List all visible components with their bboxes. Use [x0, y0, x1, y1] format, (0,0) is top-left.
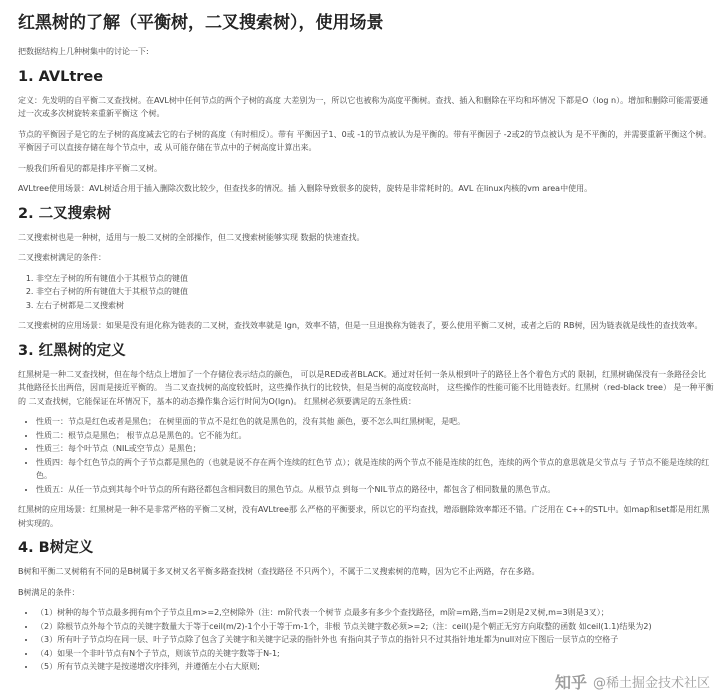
author-handle: @稀土掘金技术社区	[592, 676, 710, 691]
avl-balance-factor: 节点的平衡因子是它的左子树的高度减去它的右子树的高度（有时相反）。带有 平衡因子1、0或 -1的节点被认为是平衡的。带有平衡因子 -2或2的节点被认为 是不平衡的，并需要重新平衡这个树。平衡因子可以直接存储在每个节点中，或 从可能存储在节点中的子树高度计算出来。	[18, 129, 712, 152]
list-item: • 性质二：根节点是黑色； 根节点总是黑色的。它不能为红。	[36, 429, 714, 443]
bst-usage: 二叉搜索树的应用场景：如果是没有退化称为链表的二叉树，查找效率就是 lgn，效率不错，但是一旦退换称为链表了，要么使用平衡二叉树，或者之后的 RB树，因为链表就是线性的查找效率。	[18, 321, 703, 330]
bst-conditions-label: 二叉搜索树满足的条件：	[18, 253, 106, 262]
list-item: 1. 非空左子树的所有键值小于其根节点的键值	[36, 272, 714, 286]
btree-conditions-label: B树满足的条件：	[18, 587, 80, 597]
avl-usage: AVLtree使用场景：AVL树适合用于插入删除次数比较少，但查找多的情况。插 入删除导致很多的旋转，旋转是非常耗时的。AVL 在linux内核的vm area中使用。	[18, 184, 593, 193]
list-item: • （4）如果一个非叶节点有N个子节点，则该节点的关键字数等于N-1;	[36, 647, 714, 661]
list-item: • （5）所有节点关键字是按递增次序排列，并遵循左小右大原则;	[36, 660, 714, 674]
section-heading-btree: 4. B树定义	[18, 540, 94, 556]
bst-definition: 二叉搜索树也是一种树，适用与一般二叉树的全部操作，但二叉搜索树能够实现 数据的快速查找。	[18, 232, 365, 242]
list-item: 3. 左右子树都是二叉搜索树	[36, 299, 714, 313]
rbtree-usage: 红黑树的应用场景：红黑树是一种不是非常严格的平衡二叉树，没有AVLtree那 么严格的平衡要求，所以它的平均查找，增添删除效率都还不错。广泛用在 C++的STL中。如map和set都是用红黑树实现的。	[18, 505, 710, 528]
list-item: 2. 非空右子树的所有键值大于其根节点的键值	[36, 285, 714, 299]
list-item: • 性质四：每个红色节点的两个子节点都是黑色的（也就是说不存在两个连续的红色节 点）；就是连续的两个节点不能是连续的红色，连续的两个节点的意思就是父节点与 子节点不能是连续的红色。	[36, 456, 714, 483]
list-item: • 性质五：从任一节点到其每个叶节点的所有路径都包含相同数目的黑色节点。从根节点 到每一个NIL节点的路径中，都包含了相同数量的黑色节点。	[36, 483, 714, 497]
rbtree-properties-list	[18, 415, 714, 496]
platform-logo: 知乎	[554, 673, 587, 692]
list-item: • 性质三：每个叶节点（NIL或空节点）是黑色；	[36, 442, 714, 456]
avl-definition: 定义：先发明的自平衡二叉查找树。在AVL树中任何节点的两个子树的高度 大差别为一，所以它也被称为高度平衡树。查找、插入和删除在平均和坏情况 下都是O（log n）。增加和删除可能需要通过一次或多次树旋转来重新平衡这 个树。	[18, 95, 709, 118]
bst-conditions-list	[18, 272, 714, 313]
section-heading-rbtree: 3. 红黑树的定义	[18, 342, 126, 359]
page-title: 红黑树的了解（平衡树，二叉搜索树），使用场景	[18, 13, 384, 33]
list-item: • （1）树种的每个节点最多拥有m个子节点且m>=2,空树除外（注：m阶代表一个树节 点最多有多少个查找路径，m阶=m路,当m=2则是2叉树,m=3则是3叉）；	[36, 606, 714, 620]
list-item: • （3）所有叶子节点均在同一层、叶子节点除了包含了关键字和关键字记录的指针外也 有指向其子节点的指针只不过其指针地址都为null对应下图后一层节点的空格子	[36, 633, 714, 647]
avl-note: 一般我们所看见的都是排序平衡二叉树。	[18, 163, 162, 173]
section-heading-bst: 2. 二叉搜索树	[18, 205, 112, 222]
btree-definition: B树和平衡二叉树稍有不同的是B树属于多叉树又名平衡多路查找树（查找路径 不只两个），不属于二叉搜索树的范畴，因为它不止两路，存在多路。	[18, 567, 540, 576]
intro-text: 把数据结构上几种树集中的讨论一下:	[18, 47, 149, 56]
list-item: • （2）除根节点外每个节点的关键字数量大于等于ceil(m/2)-1个小于等于m-1个，非根 节点关键字数必须>=2;（注：ceil()是个朝正无穷方向取整的函数 如ceil(1.1)结果为2)	[36, 620, 714, 634]
rbtree-definition: 红黑树是一种二叉查找树，但在每个结点上增加了一个存储位表示结点的颜色， 可以是RED或者BLACK。通过对任何一条从根到叶子的路径上各个着色方式的 限制，红黑树确保没有一条路径会比其他路径长出两倍，因而是接近平衡的。 当二叉查找树的高度较低时，这些操作执行的比较快，但是当树的高度较高时， 这些操作的性能可能不比用链表好。红黑树（red-black tree） 是一种平衡的 二叉查找树，它能保证在坏情况下，基本的动态操作集合运行时间为O(lgn)。 红黑树必须要满足的五条性质：	[18, 369, 714, 406]
section-heading-avltree: 1. AVLtree	[18, 68, 104, 85]
watermark	[555, 670, 710, 693]
list-item: • 性质一：节点是红色或者是黑色； 在树里面的节点不是红色的就是黑色的，没有其他 颜色，要不怎么叫红黑树呢，是吧。	[36, 415, 714, 429]
btree-conditions-list	[18, 606, 714, 674]
